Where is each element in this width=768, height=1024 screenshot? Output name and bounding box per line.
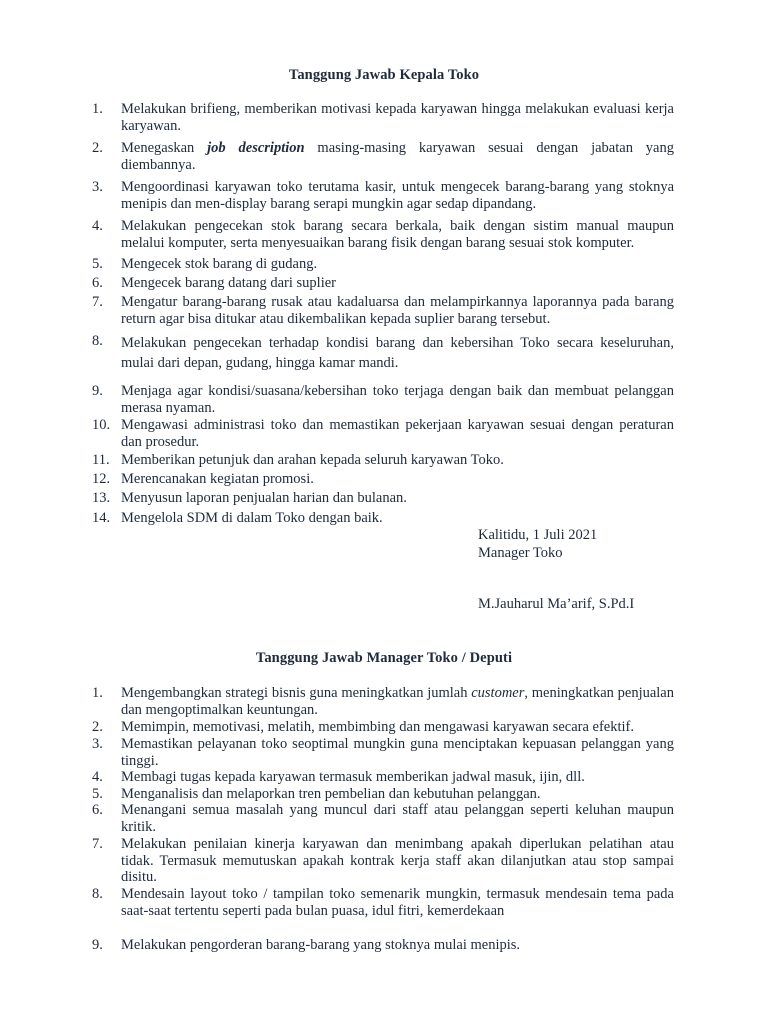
list-item xyxy=(92,256,674,273)
item-text: Memastikan pelayanan toko seoptimal mungkin guna menciptakan kepuasan pelanggan yang tinggi. xyxy=(121,736,674,769)
customer-emphasis: customer xyxy=(471,685,525,701)
list-item xyxy=(92,471,674,488)
item-number: 6. xyxy=(92,275,103,291)
list-item xyxy=(92,333,674,373)
list-item xyxy=(92,218,674,251)
list-item xyxy=(92,786,674,803)
list-item xyxy=(92,179,674,212)
item-number: 9. xyxy=(92,937,103,953)
item-text: Melakukan brifieng, memberikan motivasi kepada karyawan hingga melakukan evaluasi kerja karyawan. xyxy=(121,101,674,134)
item-number: 3. xyxy=(92,736,103,752)
job-description-emphasis: job description xyxy=(207,140,305,156)
item-text: Melakukan pengorderan barang-barang yang stoknya mulai menipis. xyxy=(121,937,521,953)
list-item xyxy=(92,685,674,718)
item-text: Mengecek stok barang di gudang. xyxy=(121,256,318,272)
item-text: Menyusun laporan penjualan harian dan bulanan. xyxy=(121,490,407,506)
item-text: Merencanakan kegiatan promosi. xyxy=(121,471,314,487)
list-item xyxy=(92,802,674,835)
item-number: 8. xyxy=(92,333,103,349)
item-number: 14. xyxy=(92,510,111,526)
list-item xyxy=(92,417,674,450)
list-item xyxy=(92,937,674,954)
item-number: 4. xyxy=(92,218,103,234)
item-number: 4. xyxy=(92,769,103,785)
item-number: 7. xyxy=(92,294,103,310)
item-number: 5. xyxy=(92,256,103,272)
item-text: Mengecek barang datang dari suplier xyxy=(121,275,336,291)
list-item xyxy=(92,719,674,736)
item-text: Melakukan pengecekan terhadap kondisi barang dan kebersihan Toko secara keseluruhan, mulai dari depan, gudang, hingga kamar mandi. xyxy=(121,335,674,371)
list-item xyxy=(92,383,674,416)
signature-role: Manager Toko xyxy=(478,545,563,561)
list-item xyxy=(92,490,674,507)
item-number: 12. xyxy=(92,471,111,487)
item-number: 13. xyxy=(92,490,111,506)
item-number: 6. xyxy=(92,802,103,818)
list-item xyxy=(92,886,674,919)
item-text: Mengatur barang-barang rusak atau kadaluarsa dan melampirkannya laporannya pada barang return agar bisa ditukar atau dikembalikan kepada suplier barang tersebut. xyxy=(121,294,674,327)
item-number: 8. xyxy=(92,886,103,902)
item-text: Mengoordinasi karyawan toko terutama kasir, untuk mengecek barang-barang yang stoknya menipis dan men-display barang serapi mungkin agar sedap dipandang. xyxy=(121,179,674,212)
list-item xyxy=(92,836,674,886)
item-number: 5. xyxy=(92,786,103,802)
item-text: Melakukan pengecekan stok barang secara berkala, baik dengan sistim manual maupun melalui komputer, serta menyesuaikan barang fisik dengan barang sesuai stok komputer. xyxy=(121,218,674,251)
list-item xyxy=(92,769,674,786)
item-number: 11. xyxy=(92,452,110,468)
item-text: Membagi tugas kepada karyawan termasuk memberikan jadwal masuk, ijin, dll. xyxy=(121,769,585,785)
signature-name: M.Jauharul Ma’arif, S.Pd.I xyxy=(478,596,635,612)
list-item xyxy=(92,101,674,134)
section2-title: Tanggung Jawab Manager Toko / Deputi xyxy=(255,650,513,666)
item-text: Menangani semua masalah yang muncul dari staff atau pelanggan seperti keluhan maupun kritik. xyxy=(121,802,674,835)
list-item xyxy=(92,140,674,173)
item-number: 1. xyxy=(92,101,103,117)
item-number: 10. xyxy=(92,417,111,433)
list-item xyxy=(92,294,674,327)
list-item xyxy=(92,275,674,292)
item-text: Mengawasi administrasi toko dan memastikan pekerjaan karyawan sesuai dengan peraturan dan prosedur. xyxy=(121,417,674,450)
list-item xyxy=(92,452,674,469)
section1-title: Tanggung Jawab Kepala Toko xyxy=(288,67,480,83)
list-item xyxy=(92,510,674,527)
item-text: Melakukan penilaian kinerja karyawan dan menimbang apakah diperlukan pelatihan atau tidak. Termasuk memutuskan apakah kontrak kerja staff akan dilanjutkan atau stop sampai disitu. xyxy=(121,836,674,885)
item-text: Menganalisis dan melaporkan tren pembelian dan kebutuhan pelanggan. xyxy=(121,786,541,802)
item-text: Menegaskan job description masing-masing karyawan sesuai dengan jabatan yang diembannya. xyxy=(121,140,674,173)
item-number: 3. xyxy=(92,179,103,195)
item-number: 2. xyxy=(92,140,103,156)
item-text: Memimpin, memotivasi, melatih, membimbing dan mengawasi karyawan secara efektif. xyxy=(121,719,634,735)
item-text: Mendesain layout toko / tampilan toko semenarik mungkin, termasuk mendesain tema pada saat-saat tertentu seperti pada bulan puasa, idul fitri, kemerdekaan xyxy=(121,886,674,919)
item-text: Mengelola SDM di dalam Toko dengan baik. xyxy=(121,510,383,526)
list-item xyxy=(92,736,674,769)
item-number: 9. xyxy=(92,383,103,399)
item-number: 1. xyxy=(92,685,103,701)
item-number: 2. xyxy=(92,719,103,735)
item-text: Mengembangkan strategi bisnis guna meningkatkan jumlah customer, meningkatkan penjualan dan mengoptimalkan keuntungan. xyxy=(121,685,674,718)
item-text: Memberikan petunjuk dan arahan kepada seluruh karyawan Toko. xyxy=(121,452,504,468)
item-number: 7. xyxy=(92,836,103,852)
item-text: Menjaga agar kondisi/suasana/kebersihan toko terjaga dengan baik dan membuat pelanggan merasa nyaman. xyxy=(121,383,674,416)
signature-place-date: Kalitidu, 1 Juli 2021 xyxy=(478,527,598,543)
